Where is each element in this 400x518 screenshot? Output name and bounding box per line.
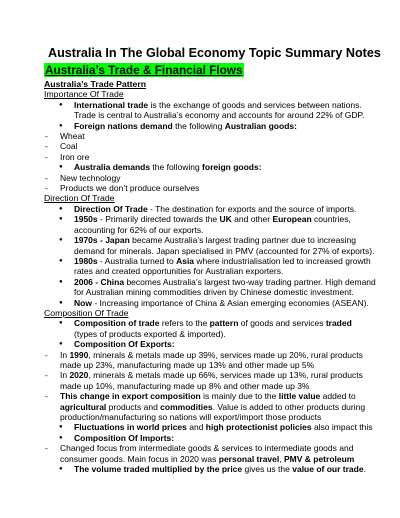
list-item: ● Now - Increasing importance of China & Asian emerging economies (ASEAN). [44, 298, 376, 308]
list-item: ● Australia demands the following foreign goods: [44, 162, 376, 172]
list-item: - Iron ore [44, 152, 376, 162]
importance-heading: Importance Of Trade [44, 89, 124, 100]
document-title: Australia In The Global Economy Topic Summary Notes [48, 46, 381, 60]
list-item: ● 1970s - Japan became Australia’s largest trading partner due to increasing demand for minerals. Japan specialised in PMV (accounted for 27% of exports). [44, 235, 376, 256]
list-item: - This change in export composition is mainly due to the little value added to agricultural products and commodities. Value is added to other products during production/manufacturing so nations will export/import those products [44, 391, 376, 422]
list-item: - Changed focus from intermediate goods & services to intermediate goods and consumer goods. Main focus in 2020 was personal travel, PMV & petroleum [44, 443, 376, 464]
list-item: ● Foreign nations demand the following Australian goods: [44, 121, 376, 131]
list-item: ● Direction Of Trade - The destination for exports and the source of imports. [44, 204, 376, 214]
section-heading: Australia’s Trade & Financial Flows [45, 63, 243, 77]
list-item: - New technology [44, 173, 376, 183]
list-item: ● 1950s - Primarily directed towards the UK and other European countries, accounting for 62% of our exports. [44, 214, 376, 235]
list-item: - Wheat [44, 131, 376, 141]
direction-heading: Direction Of Trade [44, 193, 115, 204]
list-item: ● Fluctuations in world prices and high protectionist policies also impact this [44, 422, 376, 432]
list-item: ● 2006 - China becomes Australia’s largest two-way trading partner. High demand for Australian mining commodities driven by Chinese domestic investment. [44, 277, 376, 298]
list-item: ● The volume traded multiplied by the price gives us the value of our trade. [44, 464, 376, 474]
direction-list [44, 204, 376, 308]
list-item: ● 1980s - Australia turned to Asia where industrialisation led to increased growth rates and created opportunities for Australian exporters. [44, 256, 376, 277]
list-item: ● International trade is the exchange of goods and services between nations. Trade is central to Australia’s economy and accounts for around 22% of GDP. [44, 100, 376, 121]
list-item: ● Composition Of Imports: [44, 433, 376, 443]
list-item: ● Composition Of Exports: [44, 339, 376, 349]
list-item: - In 1990, minerals & metals made up 39%, services made up 20%, rural products made up 23%, manufacturing made up 13% and other made up 5% [44, 350, 376, 371]
subheading: Australia’s Trade Pattern [44, 79, 147, 89]
composition-heading: Composition Of Trade [44, 307, 129, 318]
composition-list [44, 318, 376, 474]
list-item: - Products we don’t produce ourselves [44, 183, 376, 193]
list-item: ● Composition of trade refers to the pattern of goods and services traded (types of products exported & imported). [44, 318, 376, 339]
list-item: - In 2020, minerals & metals made up 66%, services made up 13%, rural products made up 10%, manufacturing made up 8% and other made up 3% [44, 370, 376, 391]
importance-list [44, 100, 376, 194]
list-item: - Coal [44, 141, 376, 151]
